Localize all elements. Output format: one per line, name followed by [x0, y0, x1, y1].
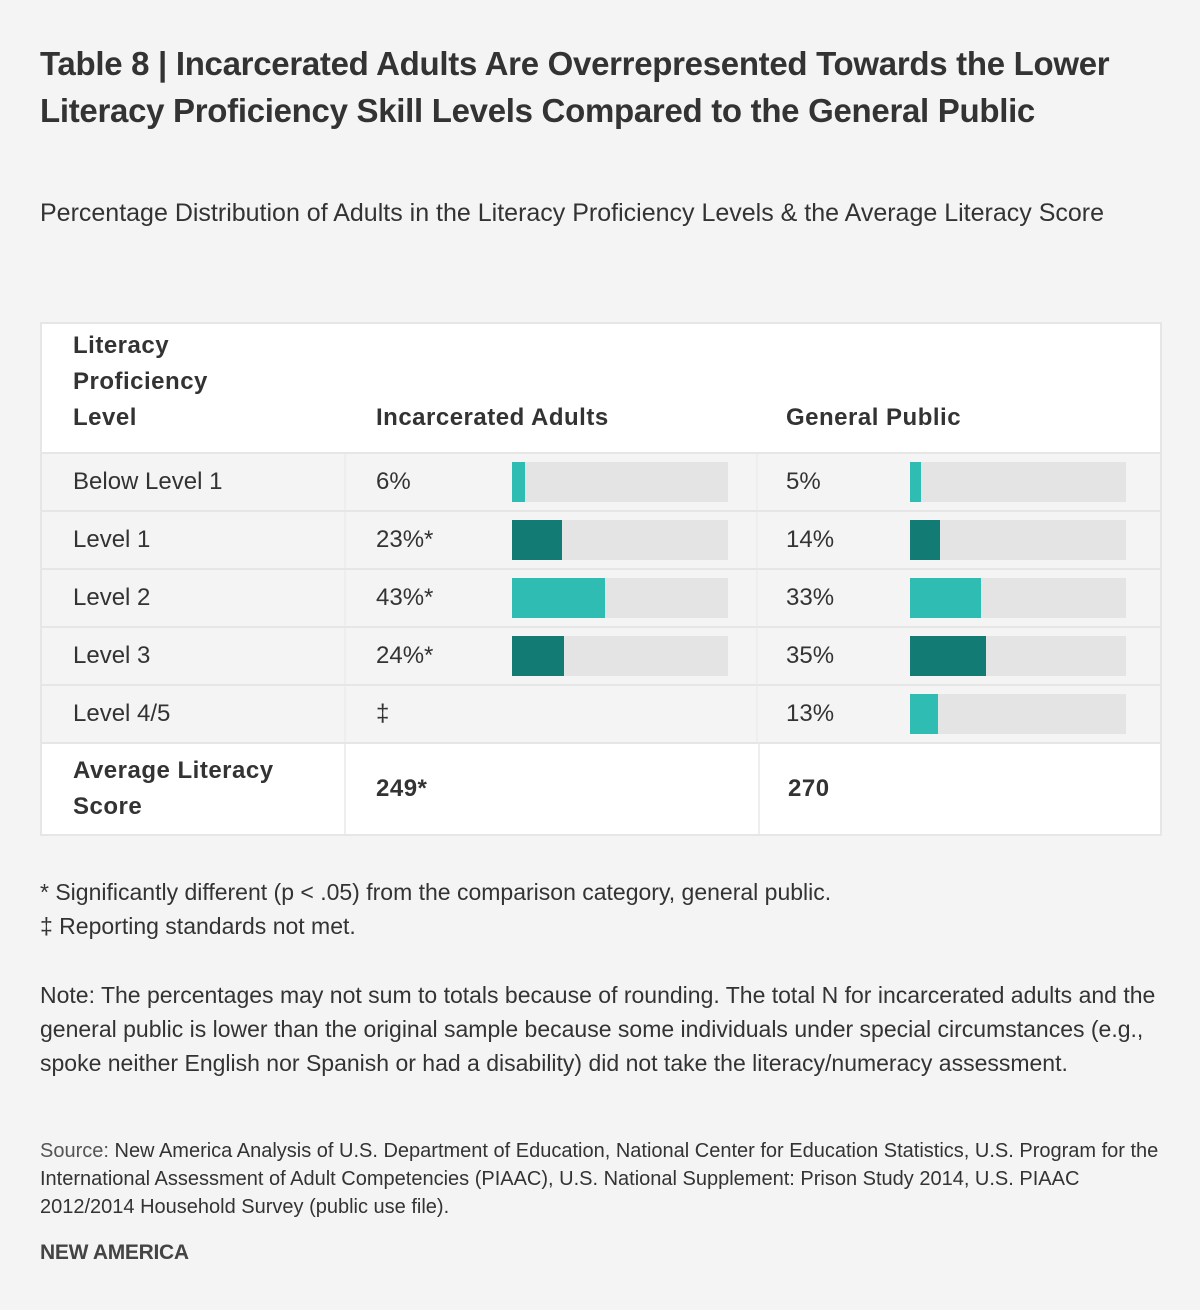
header-incarcerated: Incarcerated Adults	[376, 404, 609, 431]
footnote-significance: * Significantly different (p < .05) from the comparison category, general public.	[40, 879, 832, 905]
incarcerated-bar-track	[512, 520, 728, 560]
header-level: Literacy Proficiency Level	[73, 332, 208, 431]
level-label: Level 3	[42, 628, 346, 684]
general-public-bar-fill	[910, 520, 940, 560]
note: Note: The percentages may not sum to totals because of rounding. The total N for incarcerated adults and the general public is lower than the original sample because some individuals under special circumstances (e.g., spoke neither English nor Spanish or had a disability) did not take the literacy/numeracy assessment.	[40, 982, 1156, 1076]
footnote-reporting: ‡ Reporting standards not met.	[40, 913, 356, 939]
incarcerated-bar-cell	[482, 570, 758, 626]
incarcerated-bar-fill	[512, 636, 564, 676]
general-public-bar-cell	[880, 512, 1156, 568]
footnotes	[40, 875, 1160, 943]
average-score-row	[42, 742, 1160, 834]
average-general-public: 270	[788, 775, 830, 802]
general-public-value: 14%	[786, 526, 835, 553]
average-label: Average Literacy Score	[42, 744, 346, 834]
general-public-bar-track	[910, 636, 1126, 676]
level-label: Level 4/5	[42, 686, 346, 742]
general-public-bar-fill	[910, 694, 938, 734]
level-label: Below Level 1	[42, 454, 346, 510]
incarcerated-bar-cell	[482, 454, 758, 510]
general-public-value: 33%	[786, 584, 835, 611]
incarcerated-bar-cell	[482, 686, 758, 742]
average-incarcerated: 249*	[346, 744, 760, 834]
incarcerated-bar-cell	[482, 512, 758, 568]
source-text: New America Analysis of U.S. Department of Education, National Center for Education Statistics, U.S. Program for the International Assessment of Adult Competencies (PIAAC), U.S. National Supplement: Prison Study 2014, U.S. PIAAC 2012/2014 Household Survey (public use file).	[40, 1140, 1159, 1218]
table-row	[42, 510, 1160, 568]
table-header-row	[42, 324, 1160, 452]
table-row	[42, 568, 1160, 626]
brand-logo: NEW AMERICA	[40, 1241, 189, 1264]
incarcerated-value: 6%	[376, 468, 411, 495]
general-public-value: 5%	[786, 468, 821, 495]
general-public-bar-track	[910, 462, 1126, 502]
incarcerated-bar-fill	[512, 578, 605, 618]
general-public-value: 35%	[786, 642, 835, 669]
incarcerated-bar-track	[512, 636, 728, 676]
general-public-bar-fill	[910, 462, 921, 502]
incarcerated-bar-cell	[482, 628, 758, 684]
header-general-public: General Public	[786, 404, 962, 431]
general-public-bar-cell	[880, 454, 1156, 510]
level-label: Level 2	[42, 570, 346, 626]
incarcerated-bar-fill	[512, 462, 525, 502]
general-public-bar-track	[910, 520, 1126, 560]
incarcerated-bar-track	[512, 462, 728, 502]
table-row	[42, 684, 1160, 742]
incarcerated-value: ‡	[376, 700, 390, 727]
figure-subtitle: Percentage Distribution of Adults in the Literacy Proficiency Levels & the Average Literacy Score	[40, 199, 1105, 227]
source	[40, 1137, 1160, 1221]
general-public-bar-cell	[880, 686, 1156, 742]
incarcerated-bar-fill	[512, 520, 562, 560]
general-public-value: 13%	[786, 700, 835, 727]
general-public-bar-track	[910, 578, 1126, 618]
figure-title: Table 8 | Incarcerated Adults Are Overrepresented Towards the Lower Literacy Proficiency Skill Levels Compared to the General Public	[40, 45, 1110, 129]
general-public-bar-fill	[910, 578, 981, 618]
general-public-bar-cell	[880, 628, 1156, 684]
table-row	[42, 626, 1160, 684]
general-public-bar-track	[910, 694, 1126, 734]
incarcerated-value: 24%*	[376, 642, 434, 669]
general-public-bar-fill	[910, 636, 986, 676]
incarcerated-value: 43%*	[376, 584, 434, 611]
incarcerated-value: 23%*	[376, 526, 434, 553]
general-public-bar-cell	[880, 570, 1156, 626]
level-label: Level 1	[42, 512, 346, 568]
data-table	[40, 322, 1162, 836]
source-label: Source:	[40, 1140, 109, 1162]
table-row	[42, 452, 1160, 510]
incarcerated-bar-track	[512, 578, 728, 618]
